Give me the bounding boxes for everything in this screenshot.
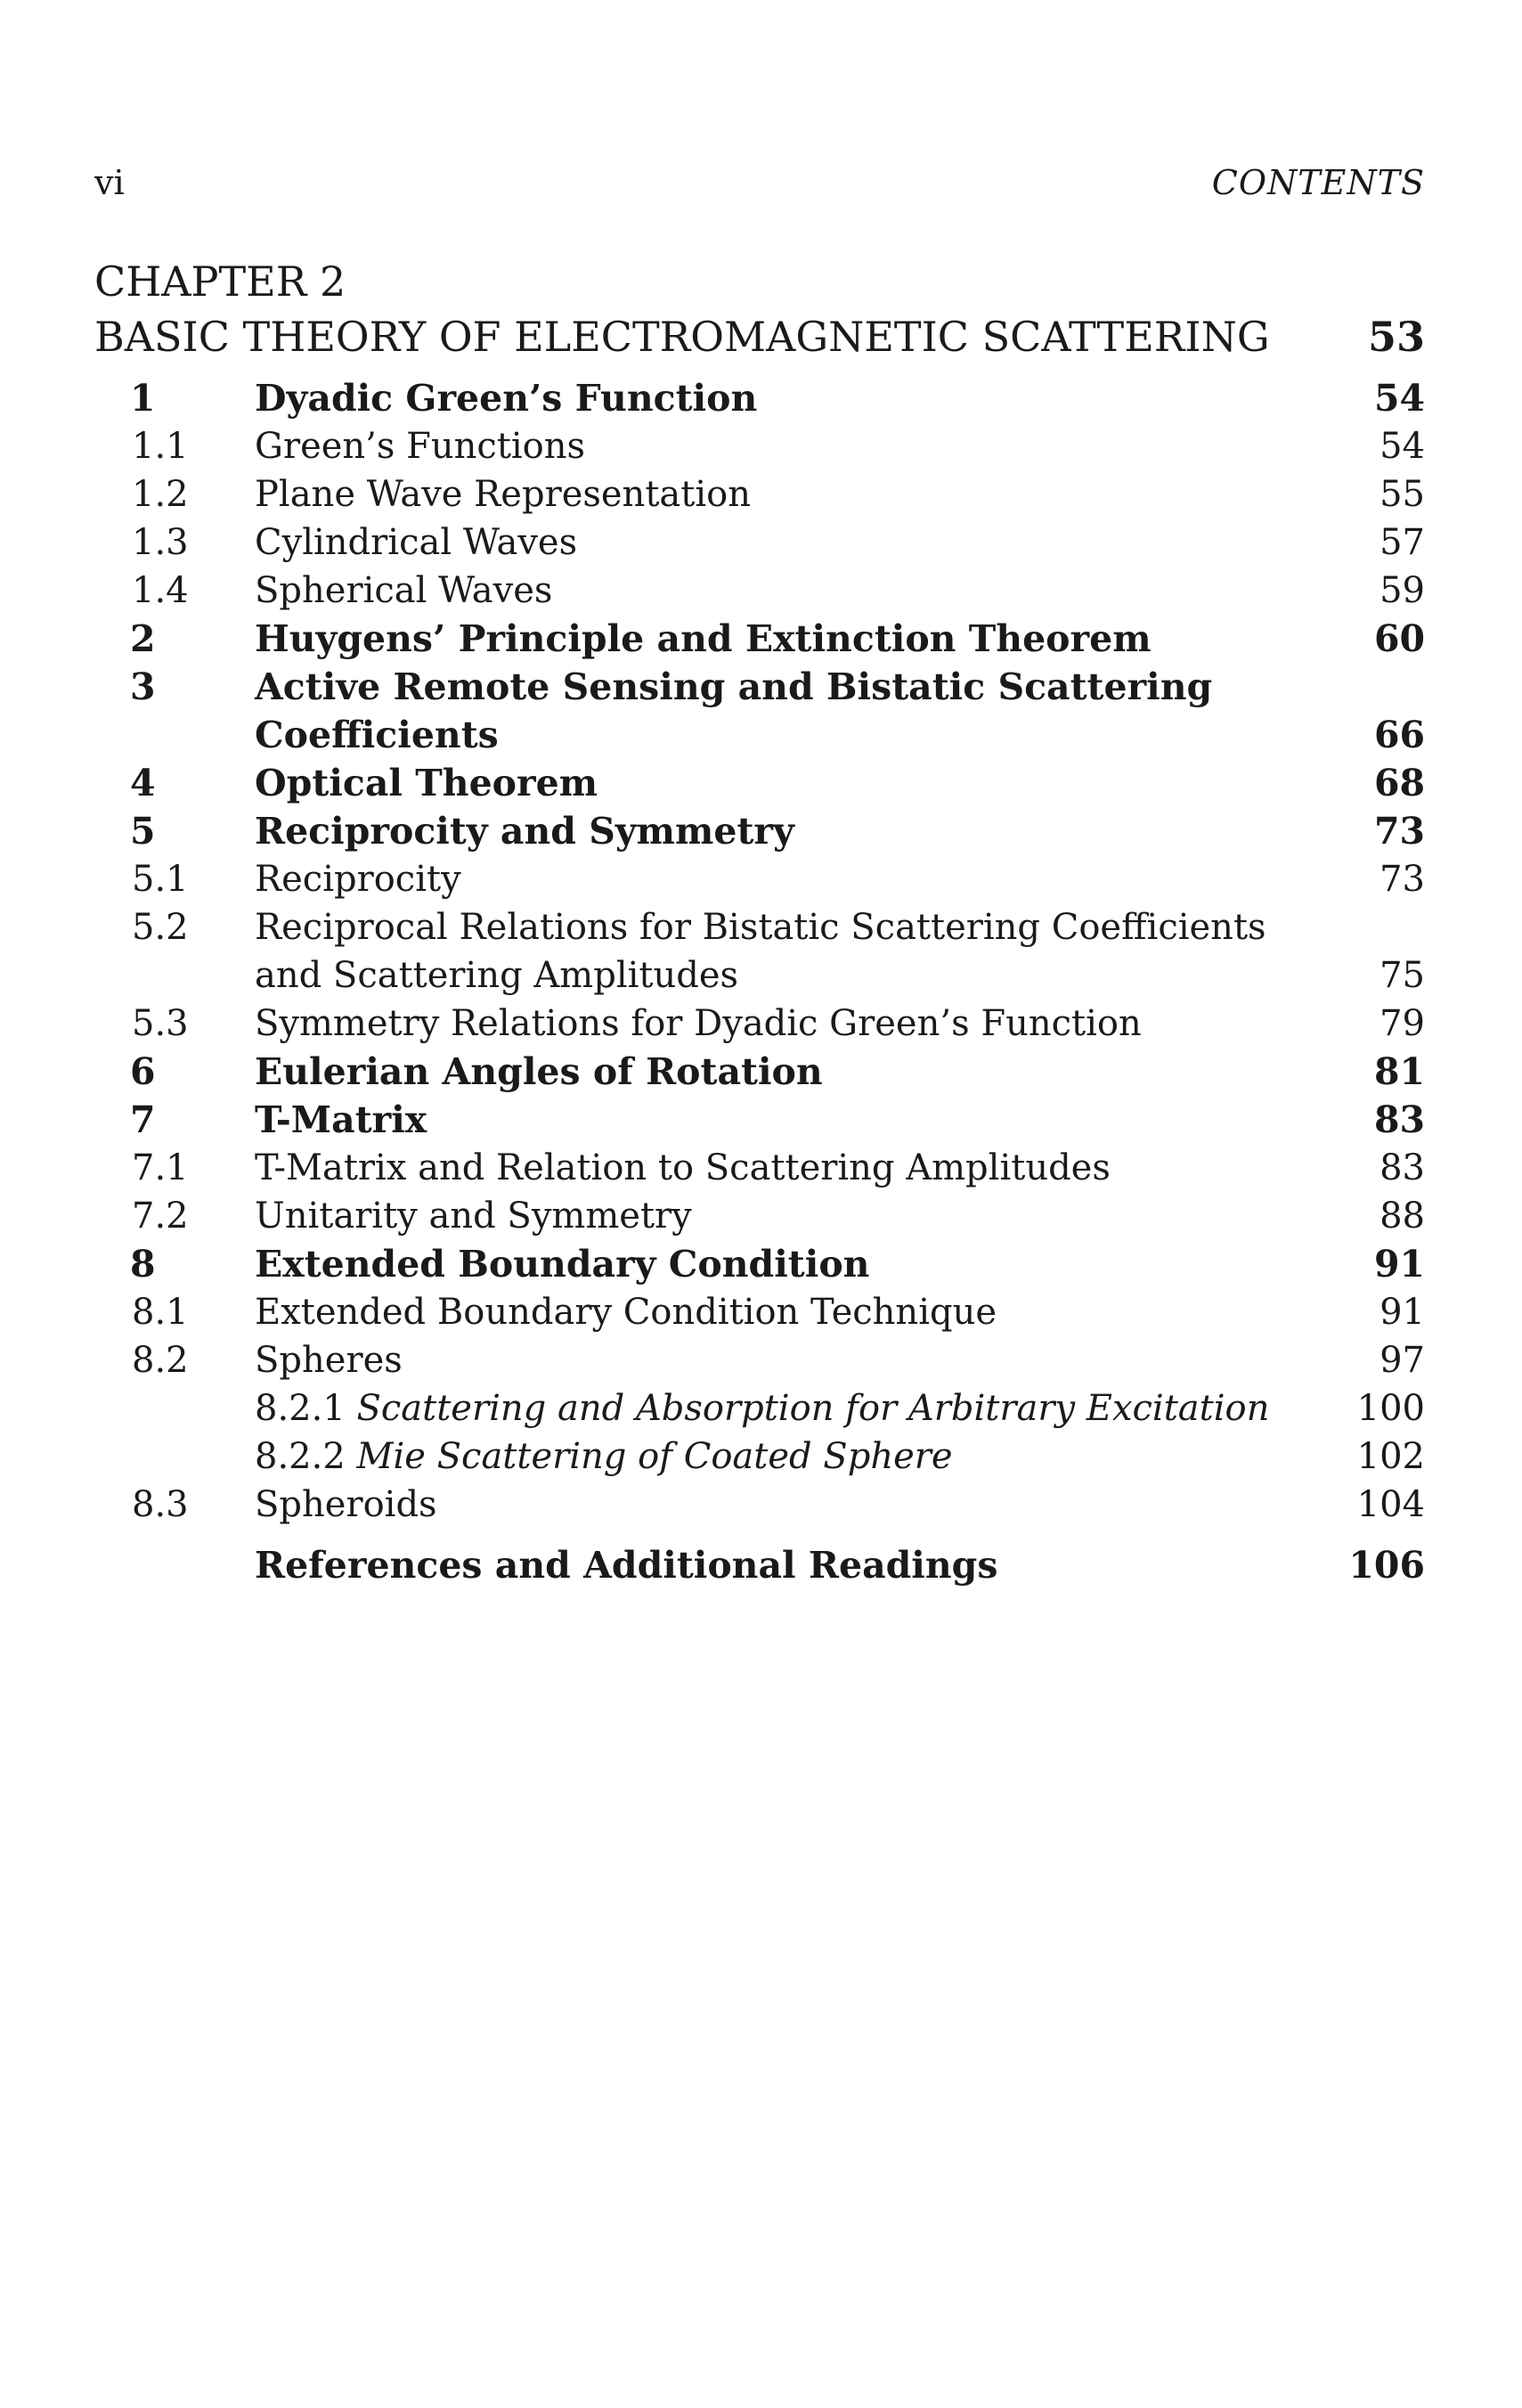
toc-entry-page: 83	[1373, 1098, 1425, 1141]
toc-references[interactable]	[94, 1541, 1425, 1589]
toc-entry-title: Plane Wave Representation	[255, 474, 751, 515]
toc-entry[interactable]	[94, 759, 1425, 807]
page-folio: vi	[94, 163, 125, 202]
toc-entry-title: Green’s Functions	[255, 426, 586, 467]
toc-entry-number: 8.2.1	[255, 1388, 346, 1429]
toc-entry[interactable]	[94, 615, 1425, 663]
toc-entry-title: Optical Theorem	[255, 762, 598, 804]
toc-entry-page: 88	[1380, 1196, 1425, 1237]
toc-entry-page: 79	[1380, 1003, 1425, 1044]
toc-entry[interactable]	[94, 470, 1425, 518]
toc-entry-number: 1.4	[132, 570, 189, 611]
toc-entry-page: 66	[1373, 714, 1425, 756]
toc-entry-title: Reciprocal Relations for Bistatic Scattering Coefficients and Scattering Amplitudes	[255, 907, 1266, 996]
toc-entry-number: 1	[130, 377, 156, 420]
toc-entry-title: Cylindrical Waves	[255, 522, 578, 563]
toc-entry-page: 75	[1380, 955, 1425, 996]
toc-entry-title: Symmetry Relations for Dyadic Green’s Function	[255, 1003, 1142, 1044]
toc-entry-number: 8.3	[132, 1484, 189, 1525]
toc-entry[interactable]	[94, 1192, 1425, 1240]
toc-entry-number: 7.1	[132, 1147, 189, 1188]
toc-entry[interactable]	[94, 518, 1425, 567]
toc-entry-page: 54	[1380, 426, 1425, 467]
toc-entry[interactable]	[94, 1481, 1425, 1529]
toc-entry-number: 7.2	[132, 1196, 189, 1237]
toc-entry-title: Eulerian Angles of Rotation	[255, 1050, 823, 1093]
toc-entry-page: 57	[1380, 522, 1425, 563]
toc-entry[interactable]	[94, 1144, 1425, 1192]
toc-entry-title-text: Mie Scattering of Coated Sphere	[356, 1436, 953, 1477]
toc-entry-number: 5.3	[132, 1003, 189, 1044]
chapter-label: CHAPTER 2	[94, 257, 346, 306]
toc-entry-title: Huygens’ Principle and Extinction Theorem	[255, 617, 1152, 660]
toc-entry-page: 91	[1380, 1292, 1425, 1333]
toc-entry-title: Extended Boundary Condition	[255, 1243, 870, 1286]
toc-entry[interactable]	[94, 1384, 1425, 1433]
toc-entry-page: 60	[1373, 617, 1425, 660]
references-title: References and Additional Readings	[255, 1544, 998, 1587]
toc-entry-number: 8	[130, 1243, 156, 1286]
toc-entry-title: Spheroids	[255, 1484, 437, 1525]
toc-list	[94, 374, 1425, 1589]
toc-entry-page: 100	[1356, 1388, 1425, 1429]
toc-entry[interactable]	[94, 855, 1425, 903]
toc-entry-page: 73	[1380, 859, 1425, 900]
toc-entry-page: 97	[1380, 1340, 1425, 1381]
toc-entry-number: 5.1	[132, 859, 189, 900]
toc-entry-number: 6	[130, 1050, 156, 1093]
toc-entry-number: 4	[130, 762, 156, 804]
toc-entry[interactable]	[94, 1433, 1425, 1481]
toc-entry-page: 102	[1356, 1436, 1425, 1477]
toc-entry-number: 8.2.2	[255, 1436, 346, 1477]
chapter-heading	[94, 254, 1425, 364]
toc-entry-number: 5	[130, 810, 156, 853]
toc-entry-title: Reciprocity and Symmetry	[255, 810, 794, 853]
chapter-title-row	[94, 309, 1425, 364]
toc-entry-number: 1.1	[132, 426, 189, 467]
toc-entry-title: Extended Boundary Condition Technique	[255, 1292, 997, 1333]
toc-entry-number: 1.3	[132, 522, 189, 563]
toc-entry[interactable]	[94, 1336, 1425, 1384]
toc-entry[interactable]	[94, 903, 1425, 1000]
toc-entry-number: 2	[130, 617, 156, 660]
toc-entry-title: Spherical Waves	[255, 570, 553, 611]
toc-entry[interactable]	[94, 807, 1425, 855]
references-page: 106	[1348, 1544, 1425, 1587]
running-head	[94, 163, 1425, 208]
toc-entry-number: 7	[130, 1098, 156, 1141]
chapter-page: 53	[1367, 313, 1425, 361]
toc-entry[interactable]	[94, 1240, 1425, 1288]
toc-entry[interactable]	[94, 567, 1425, 615]
toc-entry-title	[255, 1384, 1300, 1433]
toc-entry-page: 104	[1356, 1484, 1425, 1525]
toc-entry[interactable]	[94, 1096, 1425, 1144]
toc-entry-page: 73	[1373, 810, 1425, 853]
toc-entry-title-text: Scattering and Absorption for Arbitrary Excitation	[356, 1388, 1270, 1429]
toc-entry[interactable]	[94, 1288, 1425, 1336]
toc-entry[interactable]	[94, 422, 1425, 470]
toc-entry[interactable]	[94, 663, 1425, 759]
toc-entry-number: 5.2	[132, 907, 189, 948]
toc-entry-title: Active Remote Sensing and Bistatic Scattering Coefficients	[255, 665, 1213, 756]
toc-entry-page: 83	[1380, 1147, 1425, 1188]
toc-entry[interactable]	[94, 1000, 1425, 1048]
toc-entry[interactable]	[94, 1048, 1425, 1096]
toc-entry-number: 3	[130, 665, 156, 708]
toc-entry-page: 68	[1373, 762, 1425, 804]
toc-entry-page: 91	[1373, 1243, 1425, 1286]
chapter-title: BASIC THEORY OF ELECTROMAGNETIC SCATTERING	[94, 313, 1270, 361]
toc-entry-title: Dyadic Green’s Function	[255, 377, 758, 420]
toc-entry-page: 55	[1380, 474, 1425, 515]
toc-entry-title	[255, 1433, 1300, 1481]
toc-entry-title: T-Matrix	[255, 1098, 427, 1141]
toc-entry-number: 8.2	[132, 1340, 189, 1381]
toc-entry-number: 8.1	[132, 1292, 189, 1333]
toc-entry-title: T-Matrix and Relation to Scattering Amplitudes	[255, 1147, 1111, 1188]
toc-entry-page: 81	[1373, 1050, 1425, 1093]
toc-entry-title: Spheres	[255, 1340, 403, 1381]
toc-entry-page: 54	[1373, 377, 1425, 420]
toc-entry-title: Reciprocity	[255, 859, 461, 900]
toc-entry-page: 59	[1380, 570, 1425, 611]
running-title: CONTENTS	[1211, 163, 1425, 202]
toc-entry-title: Unitarity and Symmetry	[255, 1196, 692, 1237]
toc-entry-number: 1.2	[132, 474, 189, 515]
toc-entry[interactable]	[94, 374, 1425, 422]
